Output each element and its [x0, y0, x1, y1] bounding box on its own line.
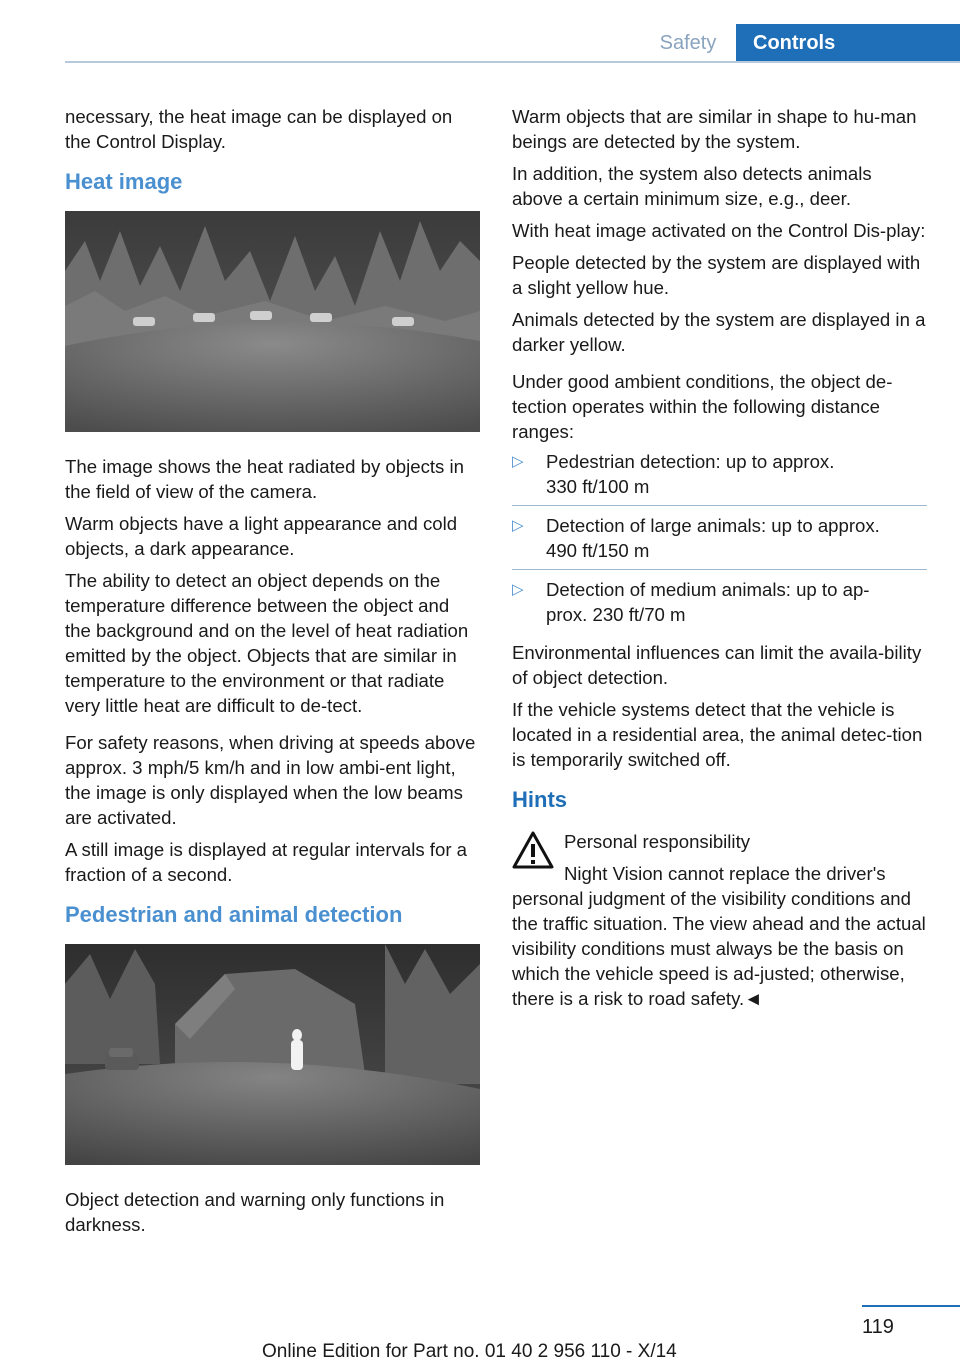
paragraph-heat-radiated: The image shows the heat radiated by objects in the field of view of the camera.	[65, 456, 464, 502]
range-text: Detection of large animals: up to approx.	[546, 515, 880, 536]
hint-first-line: Night Vision cannot replace the driver's	[564, 863, 886, 884]
page-number: 119	[862, 1316, 894, 1338]
header-section-tab: Safety	[659, 32, 717, 54]
heading-pedestrian-animal-detection: Pedestrian and animal detection	[65, 902, 403, 927]
hint-block	[512, 829, 927, 1011]
paragraph-warm-cold: Warm objects have a light appearance and cold objects, a dark appearance.	[65, 513, 458, 559]
triangle-bullet-icon: ▷	[512, 581, 524, 598]
paragraph-people-yellow: People detected by the system are displayed with a slight yellow hue.	[512, 252, 921, 298]
list-item	[512, 577, 927, 633]
hint-body: personal judgment of the visibility conditions and the traffic situation. The view ahead and the actual visibility conditions must always be the basis on which the vehicle speed is ad-justed; otherwise, there is a risk to road safety.◄	[512, 888, 926, 1009]
warning-icon	[512, 831, 554, 869]
hint-title: Personal responsibility	[564, 831, 751, 852]
footer-edition: Online Edition for Part no. 01 40 2 956 110 - X/14	[262, 1341, 677, 1362]
detection-image-photo	[65, 944, 480, 1165]
range-value: prox. 230 ft/70 m	[546, 604, 686, 625]
heat-image-photo	[65, 211, 480, 432]
heading-heat-image: Heat image	[65, 169, 183, 194]
paragraph-environmental: Environmental influences can limit the availa-bility of object detection.	[512, 642, 922, 688]
paragraph-human-shape: Warm objects that are similar in shape to hu-man beings are detected by the system.	[512, 106, 917, 152]
paragraph-still-image: A still image is displayed at regular intervals for a fraction of a second.	[65, 839, 468, 885]
header-rule	[65, 61, 960, 63]
list-item	[512, 513, 927, 570]
range-text: Detection of medium animals: up to ap-	[546, 579, 870, 600]
range-value: 330 ft/100 m	[546, 476, 650, 497]
intro-paragraph: necessary, the heat image can be displayed on the Control Display.	[65, 106, 453, 152]
triangle-bullet-icon: ▷	[512, 517, 524, 534]
triangle-bullet-icon: ▷	[512, 453, 524, 470]
paragraph-heat-activated: With heat image activated on the Control Dis-play:	[512, 220, 926, 241]
footer-rule	[862, 1305, 960, 1307]
paragraph-ability: The ability to detect an object depends on the temperature difference between the object and the background and on the level of heat radiation emitted by the object. Objects that are similar in temperature to the environment or that radiate very little heat are difficult to de-tect.	[65, 570, 469, 716]
paragraph-ambient-conditions: Under good ambient conditions, the object de-tection operates within the following distance ranges:	[512, 371, 893, 442]
header-chapter-tab: Controls	[736, 24, 960, 62]
list-item	[512, 449, 927, 506]
right-column	[512, 104, 927, 1011]
paragraph-safety-speeds: For safety reasons, when driving at speeds above approx. 3 mph/5 km/h and in low ambi-ent light, the image is only displayed when the low beams are activated.	[65, 732, 476, 828]
range-value: 490 ft/150 m	[546, 540, 650, 561]
paragraph-residential: If the vehicle systems detect that the vehicle is located in a residential area, the animal detec-tion is temporarily switched off.	[512, 699, 923, 770]
range-text: Pedestrian detection: up to approx.	[546, 451, 835, 472]
paragraph-animals: In addition, the system also detects animals above a certain minimum size, e.g., deer.	[512, 163, 872, 209]
paragraph-animals-yellow: Animals detected by the system are displayed in a darker yellow.	[512, 309, 926, 355]
distance-ranges-list	[512, 449, 927, 633]
left-column	[65, 104, 480, 1244]
heading-hints: Hints	[512, 787, 567, 812]
paragraph-darkness: Object detection and warning only functions in darkness.	[65, 1189, 445, 1235]
